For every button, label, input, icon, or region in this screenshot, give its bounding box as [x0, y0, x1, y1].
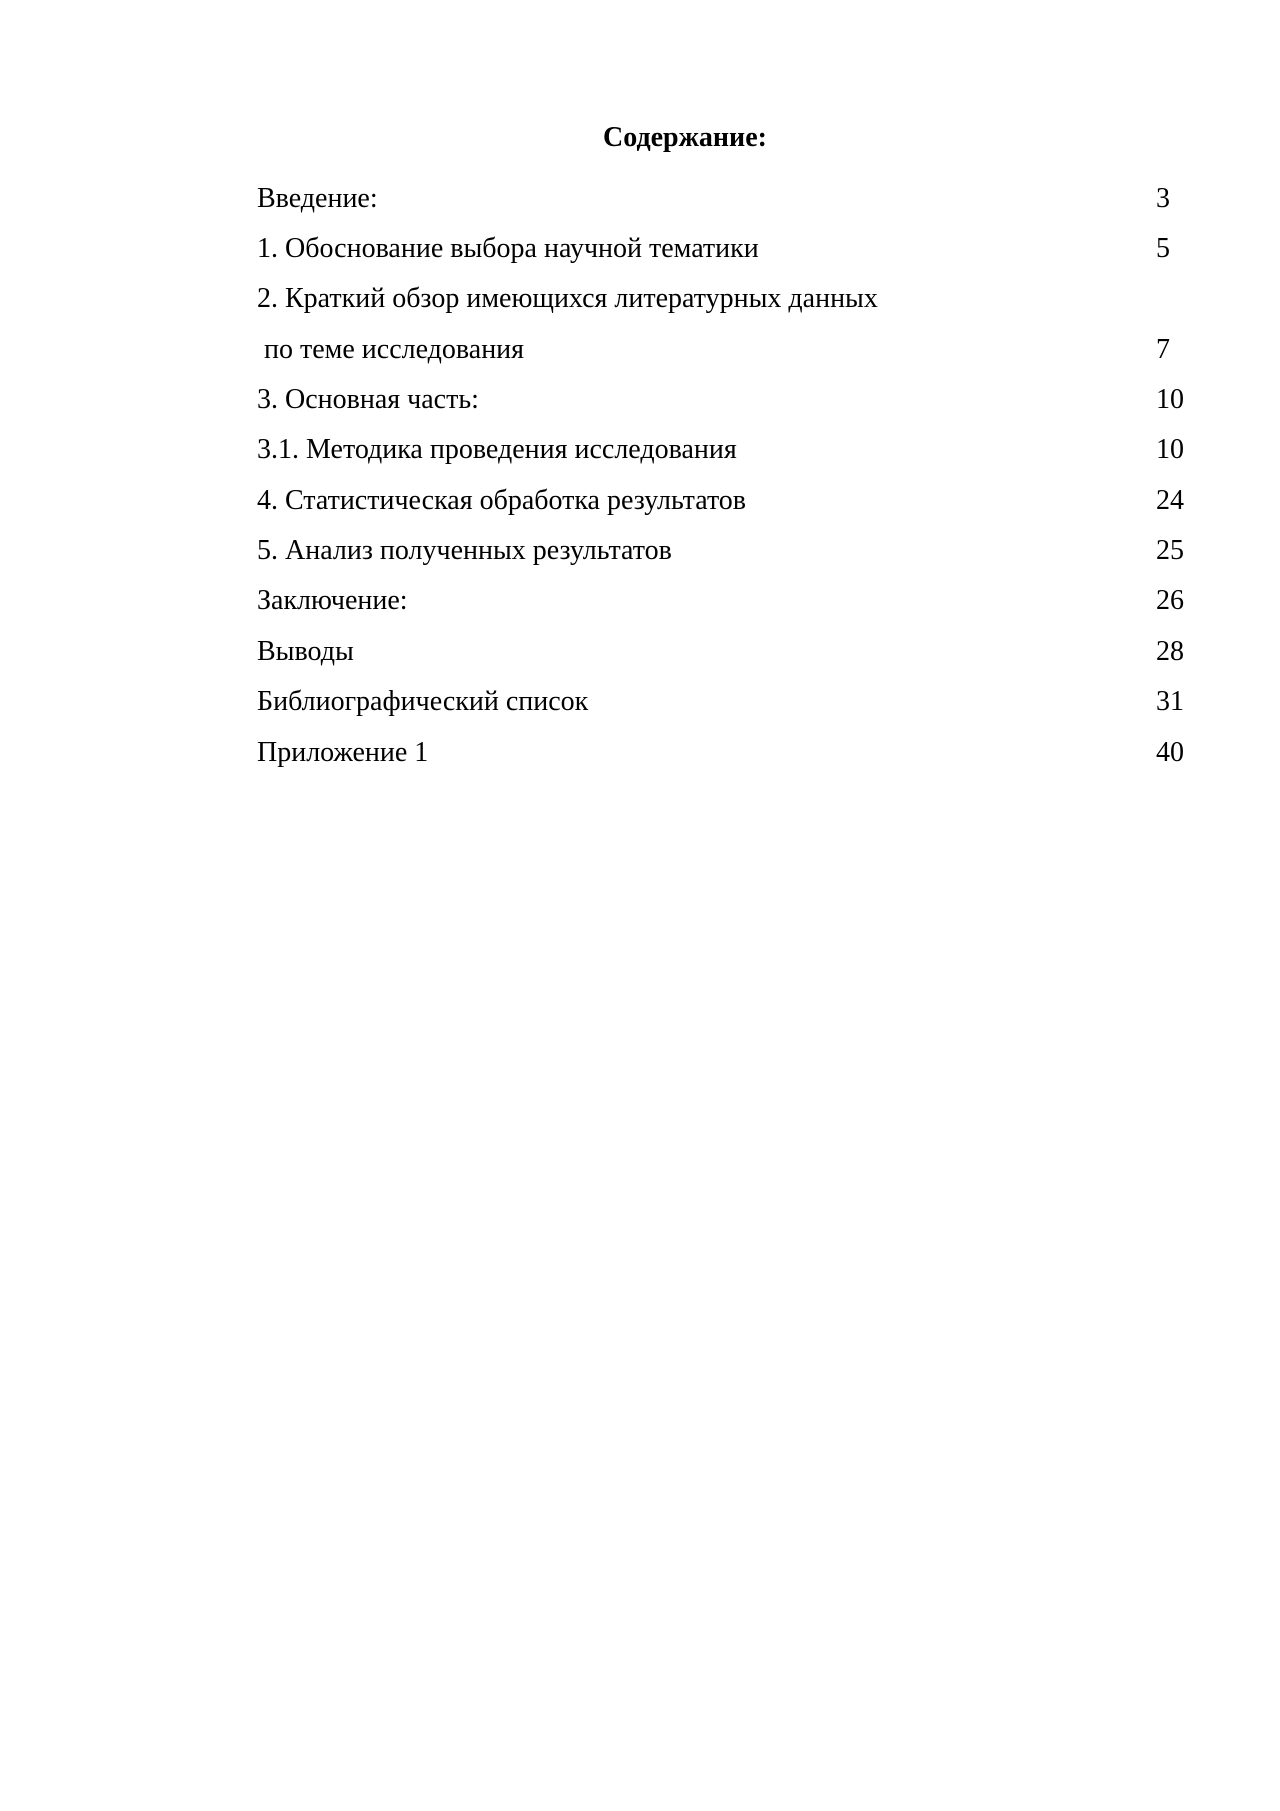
- toc-entry: [257, 179, 1197, 219]
- toc-entry-page: 7: [1156, 334, 1170, 365]
- toc-entry-title: по теме исследования: [257, 334, 525, 365]
- toc-entry-title: Приложение 1: [257, 737, 429, 768]
- toc-entry: [257, 229, 1197, 269]
- toc-entry-page: 28: [1156, 636, 1184, 667]
- toc-entry-title: 2. Краткий обзор имеющихся литературных данных: [257, 283, 878, 314]
- toc-entry: [257, 279, 1197, 319]
- toc-entry: [257, 581, 1197, 621]
- toc-entry-title: Заключение:: [257, 585, 408, 616]
- toc-entry: [257, 632, 1197, 672]
- toc-entry-page: 31: [1156, 686, 1184, 717]
- toc-entry-title: 4. Статистическая обработка результатов: [257, 485, 747, 516]
- toc-entry-page: 24: [1156, 485, 1184, 516]
- toc-entry: [257, 481, 1197, 521]
- toc-entry: [257, 430, 1197, 470]
- page-title: Содержание:: [603, 122, 767, 153]
- toc-entry-title: Библиографический список: [257, 686, 589, 717]
- toc-entry-title: 3.1. Методика проведения исследования: [257, 434, 737, 465]
- toc-entry-page: 10: [1156, 434, 1184, 465]
- toc-entry-page: 25: [1156, 535, 1184, 566]
- toc-entry-title: 1. Обоснование выбора научной тематики: [257, 233, 759, 264]
- toc-entry: [257, 380, 1197, 420]
- toc-entry-title: 3. Основная часть:: [257, 384, 479, 415]
- toc-entry-page: 3: [1156, 183, 1170, 214]
- toc-entry-title: Выводы: [257, 636, 354, 667]
- toc-entry: [257, 531, 1197, 571]
- toc-entry-title: Введение:: [257, 183, 378, 214]
- toc-entry-page: 26: [1156, 585, 1184, 616]
- toc-entry-page: 10: [1156, 384, 1184, 415]
- toc-entry: [257, 733, 1197, 773]
- toc-entry-title: 5. Анализ полученных результатов: [257, 535, 672, 566]
- toc-entry: [257, 682, 1197, 722]
- toc-entry-page: 40: [1156, 737, 1184, 768]
- toc-entry: [257, 330, 1197, 370]
- toc-entry-page: 5: [1156, 233, 1170, 264]
